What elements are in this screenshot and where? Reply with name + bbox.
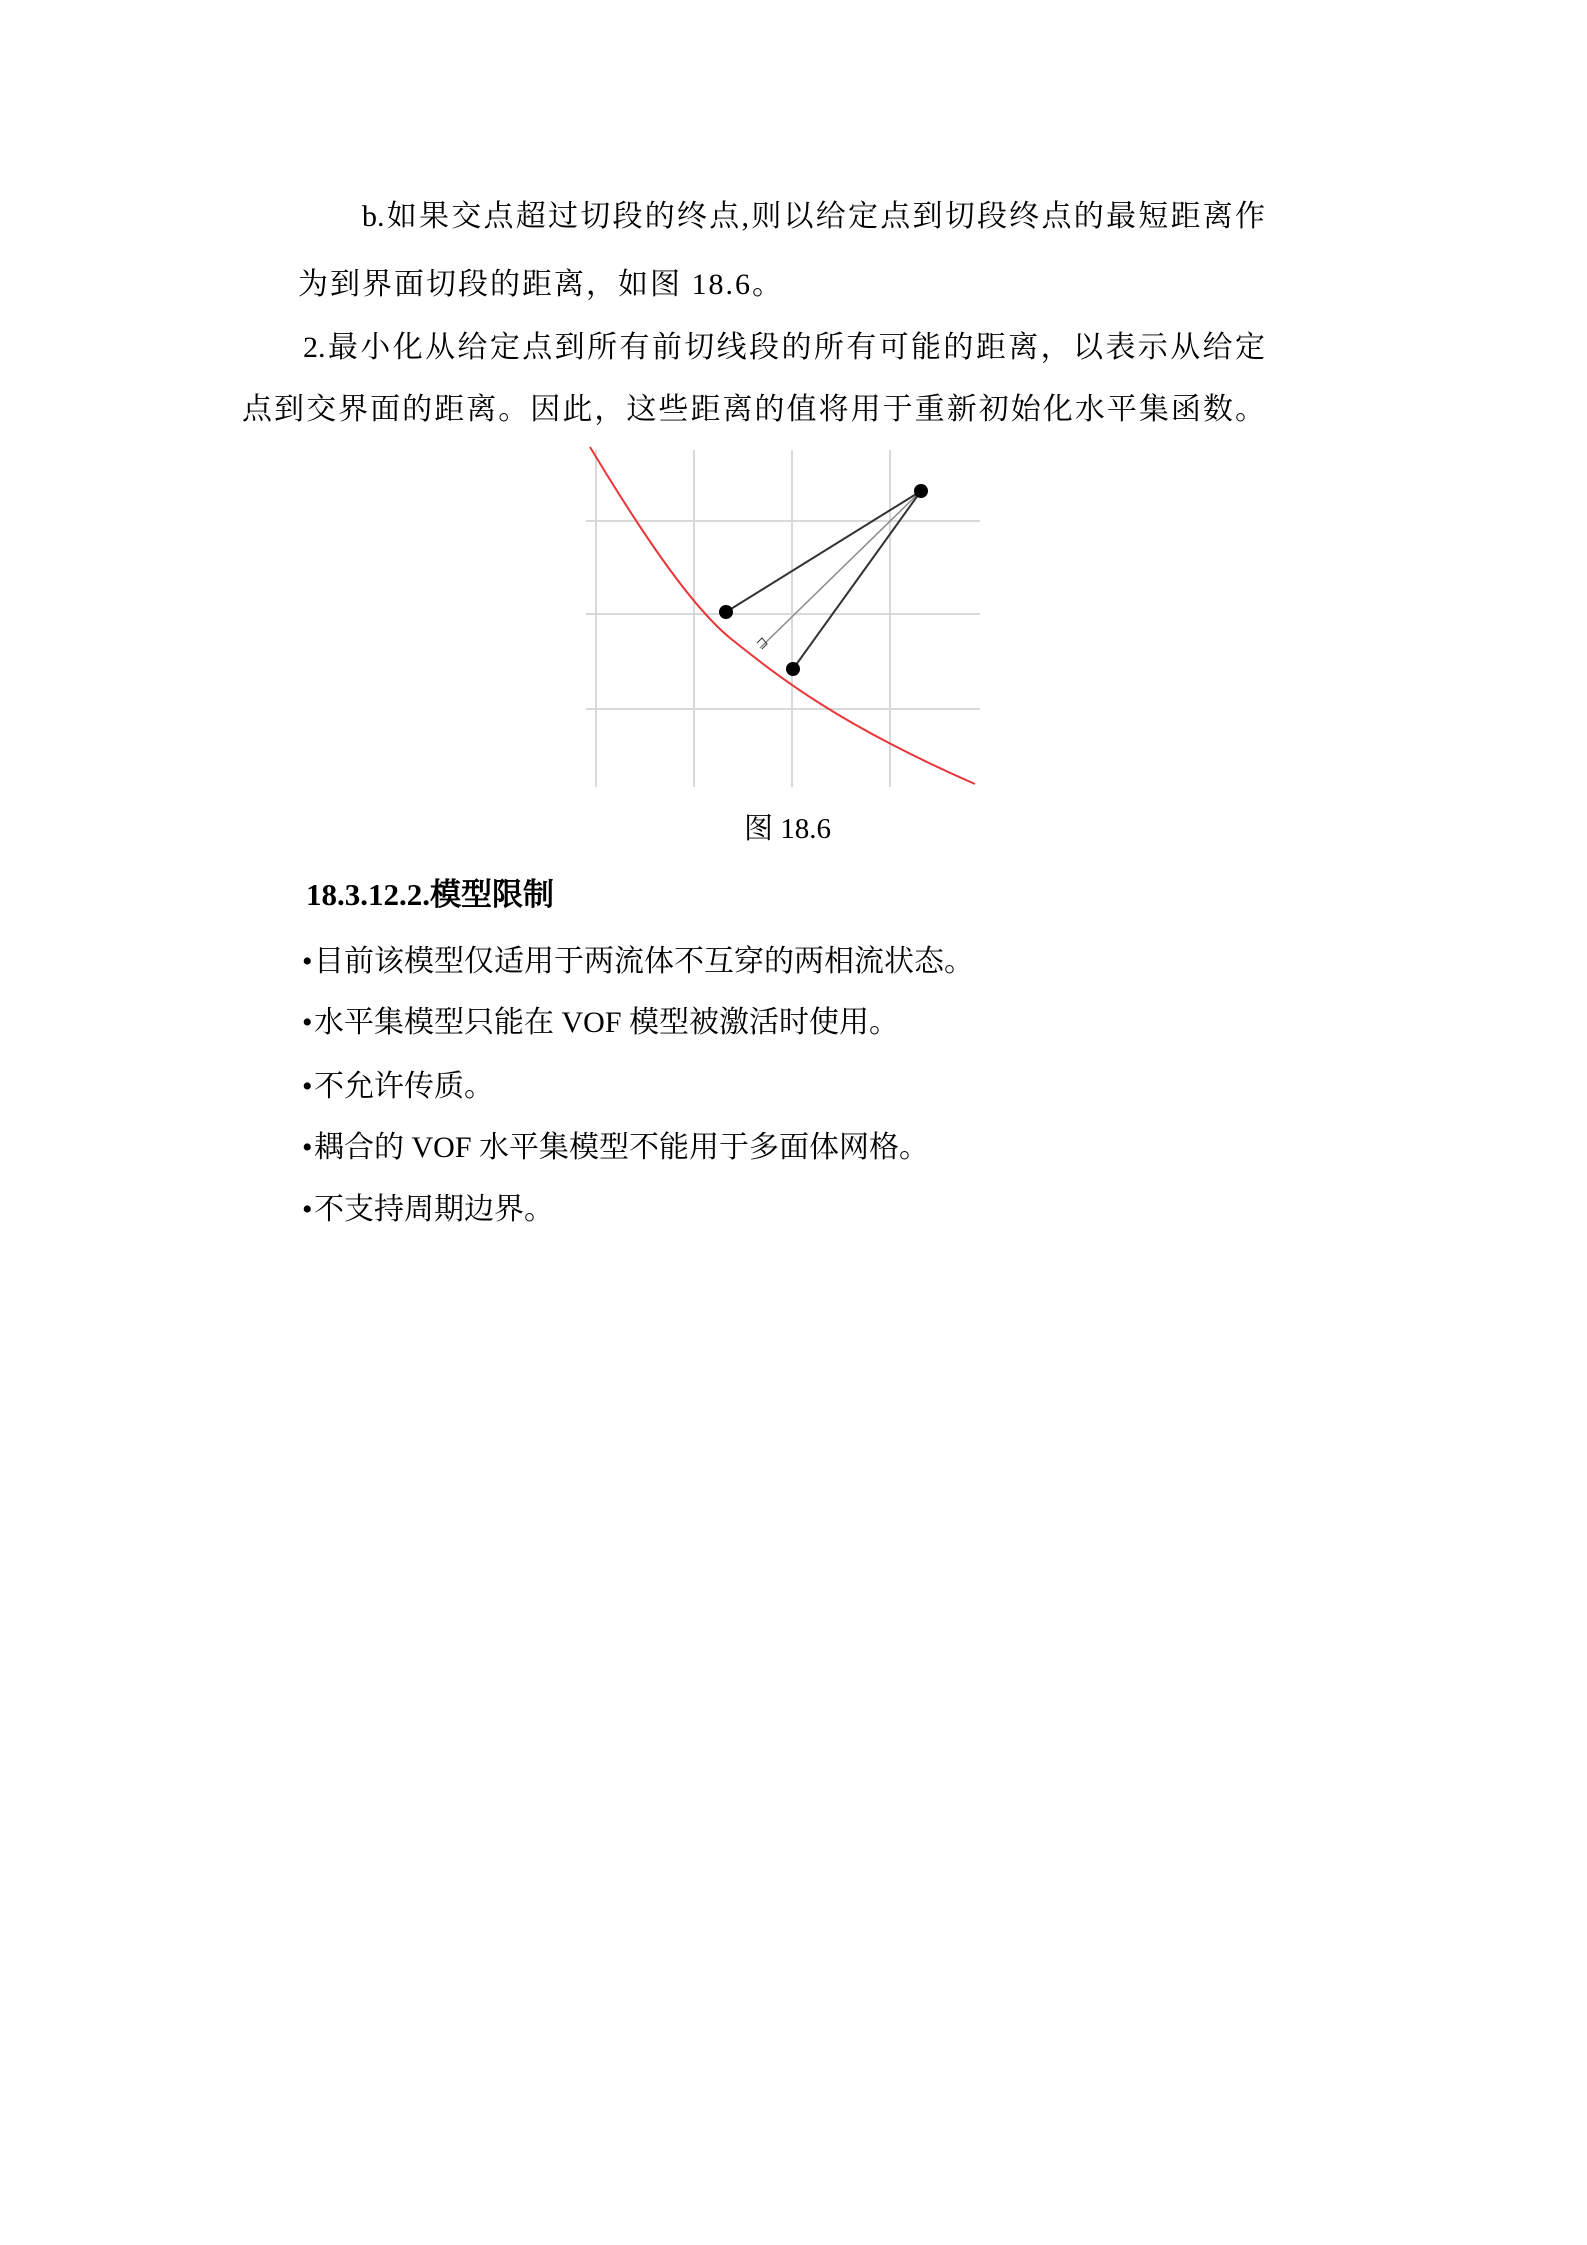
section-heading: 18.3.12.2.模型限制 [306, 877, 554, 912]
bullet-icon: • [302, 1006, 313, 1039]
paragraph-line-1: b.如果交点超过切段的终点,则以给定点到切段终点的最短距离作 [362, 200, 1265, 233]
distance-line-1 [726, 491, 921, 612]
paragraph-line-4: 点到交界面的距离。因此，这些距离的值将用于重新初始化水平集函数。 [242, 393, 1265, 426]
list-item [302, 944, 974, 980]
list-item-text: 不支持周期边界。 [314, 1193, 554, 1226]
grid [586, 450, 980, 787]
list-item [302, 1130, 929, 1166]
segment-point-1 [719, 605, 733, 619]
bullet-icon: • [302, 1070, 313, 1103]
list-item [302, 1005, 899, 1041]
paragraph-line-2: 为到界面切段的距离，如图 18.6。 [298, 268, 784, 301]
list-item-text: 水平集模型只能在 VOF 模型被激活时使用。 [314, 1006, 900, 1039]
bullet-icon: • [302, 1193, 313, 1226]
paragraph-line-3: 2.最小化从给定点到所有前切线段的所有可能的距离，以表示从给定 [303, 331, 1265, 364]
list-item-text: 目前该模型仅适用于两流体不互穿的两相流状态。 [314, 945, 974, 978]
given-point [914, 484, 928, 498]
distance-line-2 [793, 491, 921, 669]
list-item-text: 耦合的 VOF 水平集模型不能用于多面体网格。 [314, 1131, 930, 1164]
segment-point-2 [786, 662, 800, 676]
bullet-icon: • [302, 945, 313, 978]
perpendicular-line [760, 491, 921, 648]
list-item [302, 1192, 554, 1228]
bullet-icon: • [302, 1131, 313, 1164]
list-item-text: 不允许传质。 [314, 1070, 494, 1103]
figure-18-6-diagram [580, 440, 1000, 800]
list-item [302, 1069, 494, 1105]
figure-caption: 图 18.6 [744, 813, 832, 845]
